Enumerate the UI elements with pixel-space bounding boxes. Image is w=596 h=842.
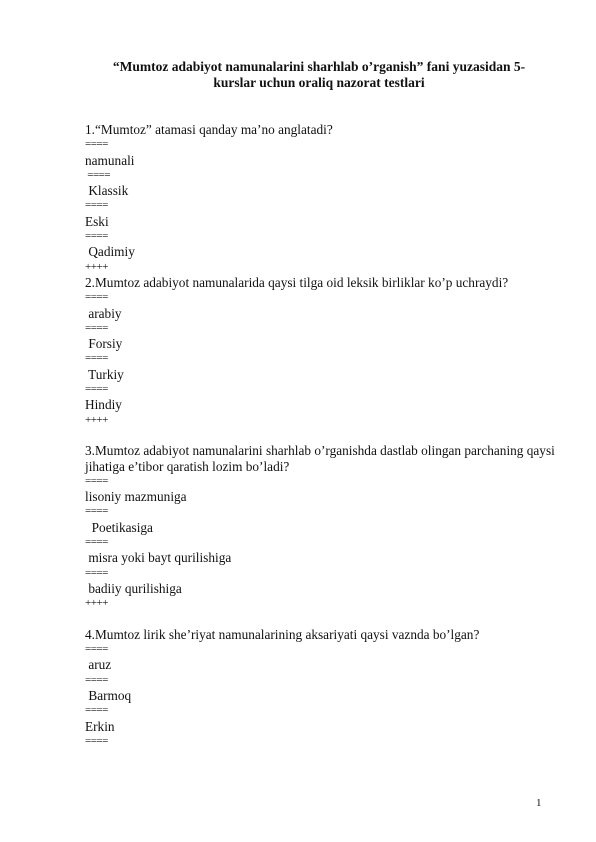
separator: ==== [85,673,108,686]
question-2-text: 2.Mumtoz adabiyot namunalarida qaysi tilga oid leksik birliklar ko’p uchraydi? [85,274,509,290]
q3-option-1: lisoniy mazmuniga [85,489,187,505]
separator: ==== [85,643,108,656]
q2-option-1: arabiy [85,305,122,321]
separator: ==== [85,199,108,212]
separator: ==== [85,321,108,334]
q4-option-1: aruz [85,657,112,673]
separator: ==== [85,383,108,396]
q1-option-4: Qadimiy [85,244,135,260]
q2-option-3: Turkiy [85,366,124,382]
page-number: 1 [536,797,542,809]
question-1-text: 1.“Mumtoz” atamasi qanday ma’no anglatadi? [85,122,333,137]
separator: ==== [85,291,108,304]
q3-option-2: Poetikasiga [85,519,153,535]
end-marker: ++++ [85,260,108,273]
q3-option-3: misra yoki bayt qurilishiga [85,550,232,566]
separator: ==== [85,474,108,487]
q2-option-4: Hindiy [85,397,122,413]
q1-option-2: Klassik [85,183,129,199]
separator: ==== [85,566,108,579]
q2-option-2: Forsiy [85,336,123,352]
separator: ==== [85,734,108,747]
document-title [96,59,542,91]
q4-option-3: Erkin [85,718,115,734]
q4-option-2: Barmoq [85,687,132,703]
separator: ==== [85,230,108,243]
question-4-text: 4.Mumtoz lirik she’riyat namunalarining aksariyati qaysi vaznda bo’lgan? [85,626,480,642]
end-marker: ++++ [85,597,108,610]
q3-option-4: badiiy qurilishiga [85,580,182,596]
q1-option-3: Eski [85,213,109,229]
test-questions [85,122,555,749]
q1-option-1: namunali [85,152,135,168]
title-line-2: kurslar uchun oraliq nazorat testlari [213,75,425,90]
end-marker: ++++ [85,413,108,426]
separator: ==== [85,536,108,549]
separator: ==== [85,138,108,151]
separator: ==== [85,352,108,365]
separator: ==== [85,168,111,181]
title-line-1: “Mumtoz adabiyot namunalarini sharhlab o’rganish” fani yuzasidan 5- [112,59,526,74]
separator: ==== [85,704,108,717]
question-3-text: 3.Mumtoz adabiyot namunalarini sharhlab o’rganishda dastlab olingan parchaning qaysi jihatiga e’tibor qaratish lozim bo’ladi? [85,443,555,474]
separator: ==== [85,505,108,518]
